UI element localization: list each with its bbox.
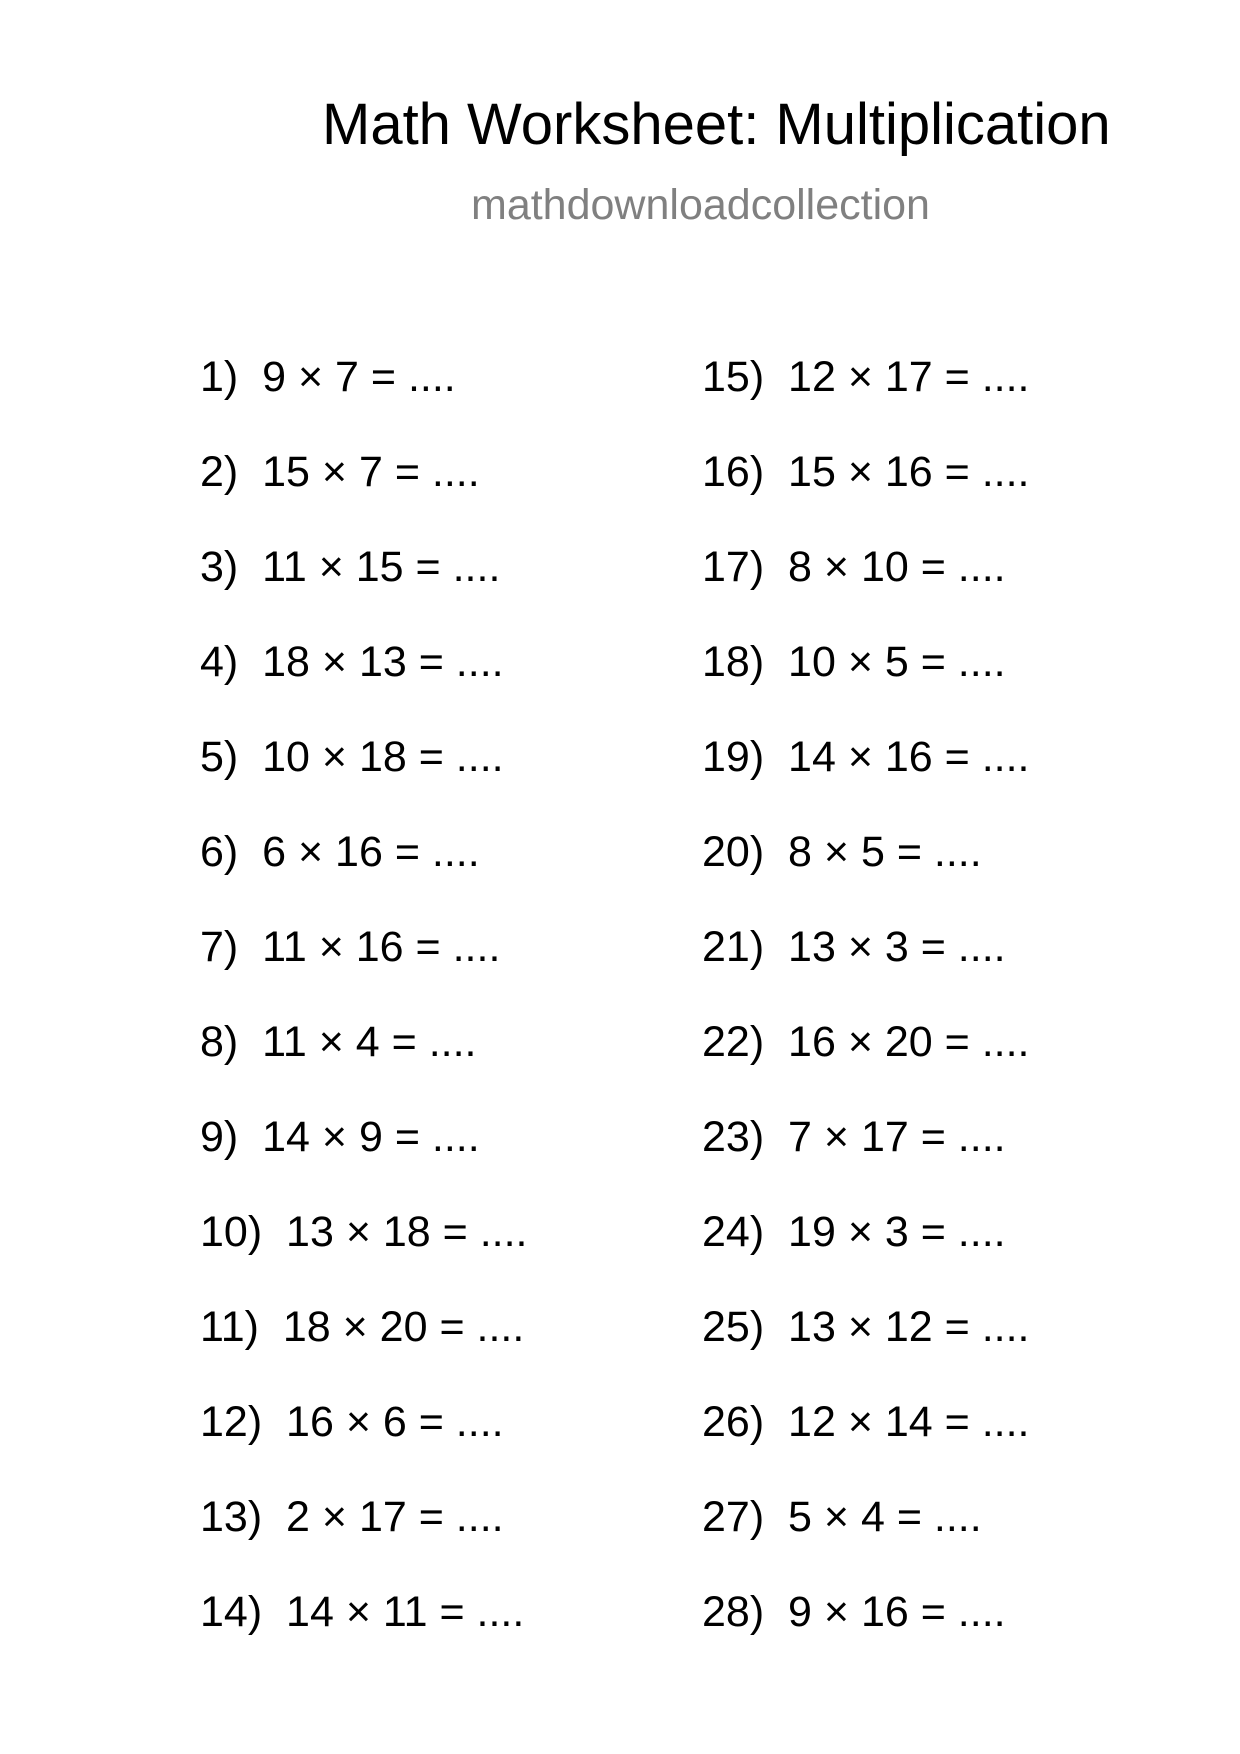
problem-item: 7) 11 × 16 = .... <box>200 923 501 971</box>
problem-item: 23) 7 × 17 = .... <box>702 1113 1006 1161</box>
problem-item: 24) 19 × 3 = .... <box>702 1208 1006 1256</box>
worksheet-source: mathdownloadcollection <box>471 181 930 229</box>
problem-item: 13) 2 × 17 = .... <box>200 1493 504 1541</box>
problem-item: 21) 13 × 3 = .... <box>702 923 1006 971</box>
problem-item: 18) 10 × 5 = .... <box>702 638 1006 686</box>
problem-item: 8) 11 × 4 = .... <box>200 1018 477 1066</box>
problem-item: 19) 14 × 16 = .... <box>702 733 1030 781</box>
problem-item: 12) 16 × 6 = .... <box>200 1398 504 1446</box>
problem-item: 6) 6 × 16 = .... <box>200 828 480 876</box>
problem-item: 15) 12 × 17 = .... <box>702 353 1030 401</box>
problem-item: 28) 9 × 16 = .... <box>702 1588 1006 1636</box>
problem-item: 1) 9 × 7 = .... <box>200 353 456 401</box>
problem-item: 5) 10 × 18 = .... <box>200 733 504 781</box>
problem-item: 17) 8 × 10 = .... <box>702 543 1006 591</box>
problem-item: 16) 15 × 16 = .... <box>702 448 1030 496</box>
problem-item: 11) 18 × 20 = .... <box>200 1303 525 1351</box>
problem-item: 2) 15 × 7 = .... <box>200 448 480 496</box>
problem-item: 20) 8 × 5 = .... <box>702 828 982 876</box>
problem-item: 25) 13 × 12 = .... <box>702 1303 1030 1351</box>
problem-item: 26) 12 × 14 = .... <box>702 1398 1030 1446</box>
problem-item: 27) 5 × 4 = .... <box>702 1493 982 1541</box>
problem-item: 3) 11 × 15 = .... <box>200 543 501 591</box>
problem-item: 4) 18 × 13 = .... <box>200 638 504 686</box>
problem-item: 9) 14 × 9 = .... <box>200 1113 480 1161</box>
worksheet-title: Math Worksheet: Multiplication <box>322 92 1111 157</box>
problem-item: 22) 16 × 20 = .... <box>702 1018 1030 1066</box>
problem-item: 14) 14 × 11 = .... <box>200 1588 525 1636</box>
problem-item: 10) 13 × 18 = .... <box>200 1208 528 1256</box>
